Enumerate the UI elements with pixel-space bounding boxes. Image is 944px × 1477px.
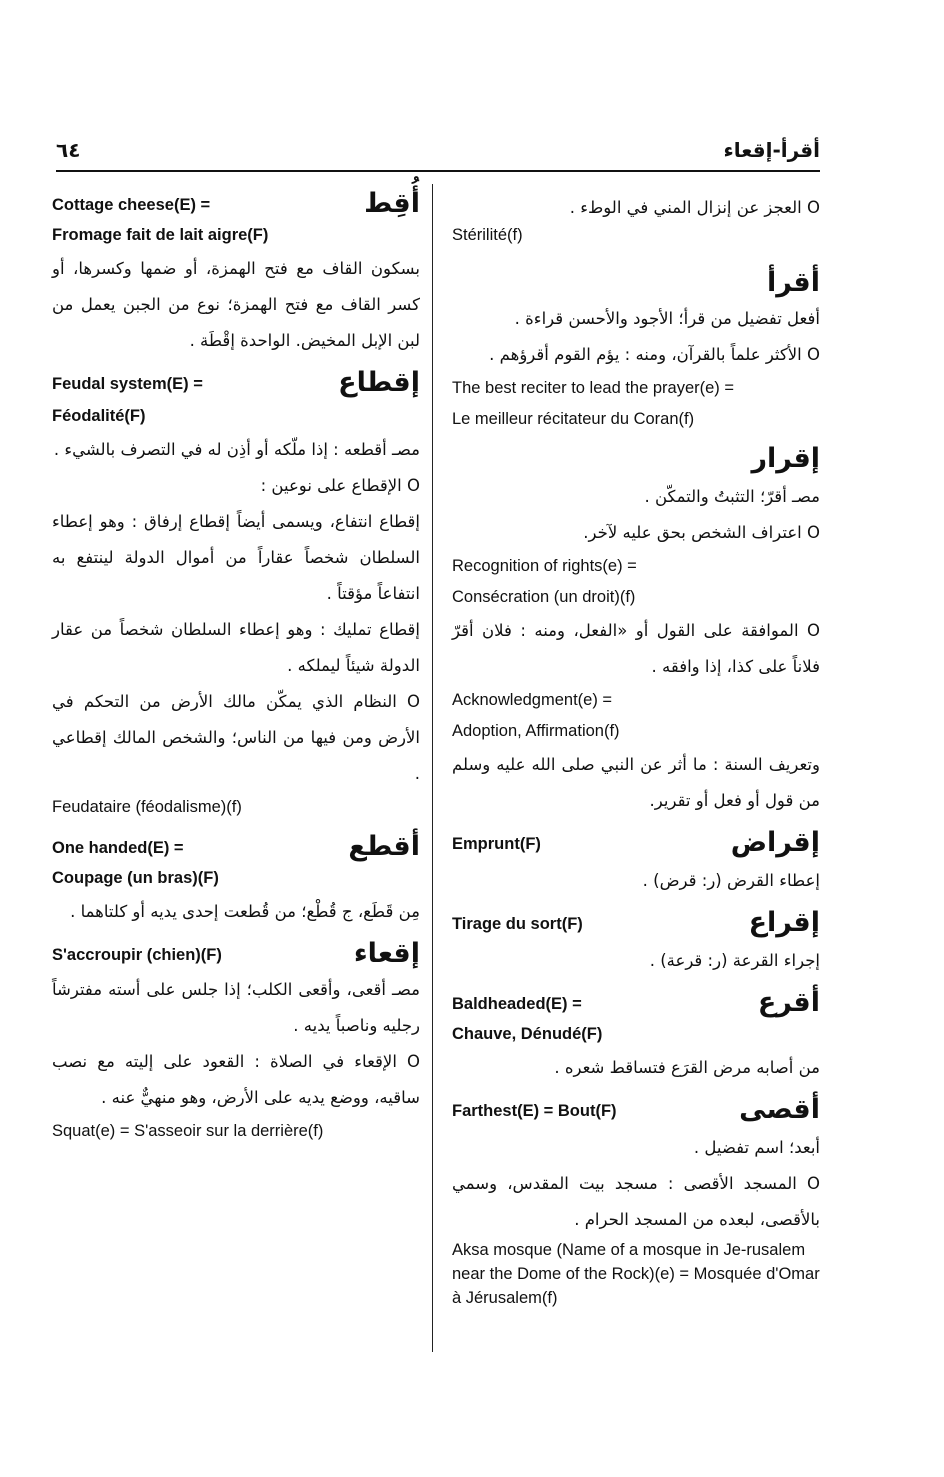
entry-aqra-bald — [452, 989, 820, 1086]
arabic-text: مصـ أقطعه : إذا ملّكه أو أذِن له في التصرف بالشيء . — [53, 440, 420, 459]
arabic-text: O الأكثر علماً بالقرآن، ومنه : يؤم القوم أقرؤهم . — [489, 345, 820, 364]
headword: إقطاع — [338, 367, 420, 398]
english-headline: Feudal system(E) = — [52, 375, 203, 393]
arabic-text: إقطاع انتفاع، ويسمى أيضاً إقطاع إرفاق : وهو إعطاء السلطان شخصاً عقاراً من أموال الدولة لينتفع به انتفاعاً مؤقتاً . — [52, 512, 420, 603]
left-column — [52, 190, 420, 1147]
column-divider — [432, 184, 433, 1352]
arabic-text: O اعتراف الشخص بحق عليه لآخر. — [583, 523, 820, 542]
headword: أقرأ — [767, 267, 820, 298]
arabic-text: مصـ أقرّ؛ التثبتُ والتمكّن . — [644, 487, 820, 506]
right-column — [452, 190, 820, 1310]
entry-aqra — [452, 269, 820, 435]
arabic-text: O الموافقة على القول أو «الفعل، ومنه : فلان أقرّ فلاناً على كذا، إذا وافقه . — [452, 621, 820, 676]
english-headline: One handed(E) = — [52, 839, 184, 857]
arabic-text: بسكون القاف مع فتح الهمزة، أو ضمها وكسرها، أو كسر القاف مع فتح الهمزة؛ نوع من الجبن يعمل من لبن الإبل المخيض. الواحدة إقْطَة . — [52, 259, 420, 350]
headword: إقراض — [730, 827, 820, 858]
headword: أقصى — [739, 1094, 820, 1125]
headword: أُقِط — [364, 188, 420, 219]
english-headline: S'accroupir (chien)(F) — [52, 946, 222, 964]
english-gloss: Aksa mosque (Name of a mosque in Je-rusalem near the Dome of the Rock)(e) = Mosquée d'Omar à Jérusalem(f) — [452, 1241, 820, 1307]
headword: إقرار — [751, 443, 820, 474]
entry-aqit — [52, 190, 420, 359]
french-gloss: Consécration (un droit)(f) — [452, 588, 636, 606]
page-number: ٦٤ — [56, 138, 81, 162]
english-gloss: Squat(e) = S'asseoir sur la derrière(f) — [52, 1122, 324, 1140]
headword: إقراع — [748, 907, 820, 938]
arabic-text: وتعريف السنة : ما أثر عن النبي صلى الله عليه وسلم من قول أو فعل أو تقرير. — [452, 755, 820, 810]
entry-aqta-onehanded — [52, 833, 420, 930]
headword: أقرع — [757, 987, 820, 1018]
english-headline: Emprunt(F) — [452, 835, 541, 853]
entry-iqrar — [452, 445, 820, 819]
arabic-text: من أصابه مرض القرَع فتساقط شعره . — [554, 1058, 820, 1077]
entry-iqrad — [452, 829, 820, 899]
english-gloss: Recognition of rights(e) = — [452, 557, 637, 575]
french-gloss: Adoption, Affirmation(f) — [452, 722, 620, 740]
entry-iqaa — [52, 940, 420, 1147]
french-gloss: Le meilleur récitateur du Coran(f) — [452, 410, 695, 428]
english-gloss: Stérilité(f) — [452, 226, 523, 244]
arabic-text: O النظام الذي يمكّن مالك الأرض من التحكم في الأرض ومن فيها من الناس؛ والشخص المالك إقطاعي . — [52, 692, 420, 783]
arabic-text: مصـ أقعى، وأقعى الكلب؛ إذا جلس على أسته مفترشاً رجليه وناصباً يديه . — [52, 980, 420, 1035]
arabic-text: O المسجد الأقصى : مسجد بيت المقدس، وسمي بالأقصى، لبعده من المسجد الحرام . — [452, 1174, 820, 1229]
arabic-text: أفعل تفضيل من قرأ؛ الأجود والأحسن قراءة . — [514, 309, 820, 328]
header-rule — [56, 170, 820, 172]
arabic-text: أبعد؛ اسم تفضيل . — [693, 1138, 820, 1157]
english-headline: Baldheaded(E) = — [452, 995, 582, 1013]
entry-aqsa — [452, 1096, 820, 1310]
arabic-text: مِن قَطَع، ج قُطْع؛ من قُطعت إحدى يديه أو كلتاهما . — [70, 902, 420, 921]
french-gloss: Fromage fait de lait aigre(F) — [52, 226, 269, 244]
running-header-title: أقرأ-إقعاء — [723, 138, 820, 162]
french-gloss: Féodalité(F) — [52, 407, 146, 425]
french-gloss: Chauve, Dénudé(F) — [452, 1025, 603, 1043]
headword: إقعاء — [353, 938, 420, 969]
headword: أقطع — [348, 831, 420, 862]
french-gloss: Coupage (un bras)(F) — [52, 869, 219, 887]
english-gloss: Feudataire (féodalisme)(f) — [52, 798, 242, 816]
english-headline: Farthest(E) = Bout(F) — [452, 1102, 617, 1120]
arabic-text: إجراء القرعة (ر: قرعة) . — [649, 951, 820, 970]
arabic-text: إقطاع تمليك : وهو إعطاء السلطان شخصاً من عقار الدولة شيئاً ليملكه . — [52, 620, 420, 675]
entry-continued — [452, 190, 820, 251]
entry-iqra — [452, 909, 820, 979]
english-gloss: The best reciter to lead the prayer(e) = — [452, 379, 735, 397]
english-gloss: Acknowledgment(e) = — [452, 691, 613, 709]
english-headline: Cottage cheese(E) = — [52, 196, 211, 214]
arabic-text: إعطاء القرض (ر: قرض) . — [642, 871, 820, 890]
entry-iqta — [52, 369, 420, 823]
english-headline: Tirage du sort(F) — [452, 915, 583, 933]
arabic-text: O العجز عن إنزال المني في الوطء . — [569, 198, 820, 217]
arabic-text: O الإقعاء في الصلاة : القعود على إليته مع نصب ساقيه، ووضع يديه على الأرض، وهو منهيٌّ عنه . — [52, 1052, 420, 1107]
arabic-text: O الإقطاع على نوعين : — [260, 476, 420, 495]
